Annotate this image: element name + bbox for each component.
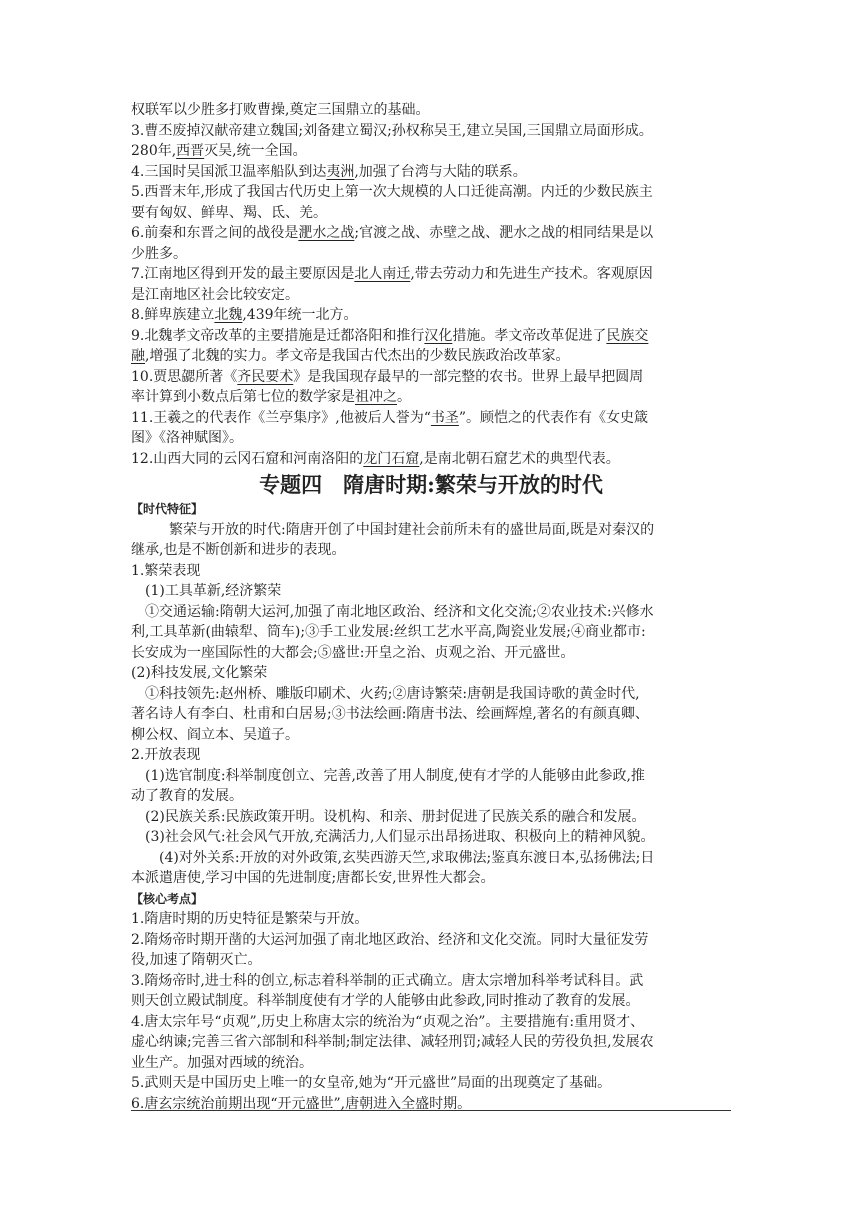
paragraph-line: (2)民族关系:民族政策开明。设机构、和亲、册封促进了民族关系的融合和发展。 bbox=[145, 808, 646, 825]
paragraph-line: 繁荣与开放的时代:隋唐开创了中国封建社会前所未有的盛世局面,既是对秦汉的 bbox=[169, 521, 655, 538]
paragraph-line: (1)选官制度:科举制度创立、完善,改善了用人制度,使有才学的人能够由此参政,推 bbox=[145, 767, 645, 784]
section-tag: 【时代特征】 bbox=[131, 502, 204, 516]
text-line: 5.西晋末年,形成了我国古代历史上第一次大规模的人口迁徙高潮。内迁的少数民族主 bbox=[131, 184, 653, 200]
underlined-answer: 夷洲 bbox=[326, 163, 355, 180]
key-point-line: 2.隋炀帝时期开凿的大运河加强了南北地区政治、经济和文化交流。同时大量征发劳 bbox=[131, 931, 649, 948]
text-line: 11.王羲之的代表作《兰亭集序》,他被后人誉为“书圣”。顾恺之的代表作有《女史箴 bbox=[131, 409, 649, 426]
text-line: 6.前秦和东晋之间的战役是淝水之战;官渡之战、赤壁之战、淝水之战的相同结果是以 bbox=[131, 225, 654, 241]
key-point-line: 3.隋炀帝时,进士科的创立,标志着科举制的正式确立。唐太宗增加科举考试科目。武 bbox=[131, 972, 644, 989]
underlined-answer: 民族交 bbox=[606, 327, 649, 344]
subheading: (1)工具革新,经济繁荣 bbox=[145, 583, 282, 599]
underlined-answer: 汉化 bbox=[424, 327, 453, 344]
key-point-line: 业生产。加强对西域的统治。 bbox=[131, 1054, 313, 1071]
paragraph-line: 长安成为一座国际性的大都会;⑤盛世:开皇之治、贞观之治、开元盛世。 bbox=[131, 644, 575, 661]
paragraph-line: 动了教育的发展。 bbox=[131, 788, 243, 804]
underlined-answer: 祖冲之 bbox=[355, 389, 397, 405]
key-point-line: 6.唐玄宗统治前期出现“开元盛世”,唐朝进入全盛时期。 bbox=[131, 1095, 472, 1112]
subheading: (2)科技发展,文化繁荣 bbox=[131, 665, 268, 681]
section-title: 专题四 隋唐时期:繁荣与开放的时代 bbox=[259, 472, 603, 497]
key-point-line: 虚心纳谏;完善三省六部制和科举制;制定法律、减轻刑罚;减轻人民的劳役负担,发展农 bbox=[131, 1034, 654, 1050]
paragraph-line: 本派遣唐使,学习中国的先进制度;唐都长安,世界性大都会。 bbox=[131, 870, 495, 886]
document-page bbox=[131, 100, 731, 1114]
paragraph-line: 著名诗人有李白、杜甫和白居易;③书法绘画:隋唐书法、绘画辉煌,著名的有颜真卿、 bbox=[131, 706, 649, 722]
underlined-answer: 龙门石窟 bbox=[363, 450, 420, 467]
paragraph-line: 继承,也是不断创新和进步的表现。 bbox=[131, 542, 346, 558]
underlined-answer: 齐民要术 bbox=[237, 368, 294, 385]
key-point-line: 1.隋唐时期的历史特征是繁荣与开放。 bbox=[131, 911, 369, 927]
paragraph-line: ①交通运输:隋朝大运河,加强了南北地区政治、经济和文化交流;②农业技术:兴修水 bbox=[145, 603, 654, 620]
text-line: 图》《洛神赋图》。 bbox=[131, 430, 243, 446]
paragraph-line: (4)对外关系:开放的对外政策,玄奘西游天竺,求取佛法;鉴真东渡日本,弘扬佛法;日 bbox=[159, 849, 655, 866]
key-point-line: 5.武则天是中国历史上唯一的女皇帝,她为“开元盛世”局面的出现奠定了基础。 bbox=[131, 1075, 612, 1091]
text-line: 280年,西晋灭吴,统一全国。 bbox=[131, 143, 307, 159]
paragraph-line: 柳公权、阎立本、吴道子。 bbox=[131, 726, 299, 743]
text-line: 9.北魏孝文帝改革的主要措施是迁都洛阳和推行汉化措施。孝文帝改革促进了民族交 bbox=[131, 327, 649, 344]
key-point-line: 役,加速了隋朝灭亡。 bbox=[131, 952, 262, 968]
underlined-answer: 融 bbox=[131, 348, 145, 364]
section-tag: 【核心考点】 bbox=[131, 891, 204, 906]
text-line: 12.山西大同的云冈石窟和河南洛阳的龙门石窟,是南北朝石窟艺术的典型代表。 bbox=[131, 450, 620, 467]
text-line: 3.曹丕废掉汉献帝建立魏国;刘备建立蜀汉;孙权称吴王,建立吴国,三国鼎立局面形成。 bbox=[131, 122, 653, 139]
paragraph-line: 利,工具革新(曲辕犁、筒车);③手工业发展:丝织工艺水平高,陶瓷业发展;④商业都市: bbox=[131, 624, 646, 640]
subheading: 2.开放表现 bbox=[131, 747, 201, 763]
text-line: 4.三国时吴国派卫温率船队到达夷洲,加强了台湾与大陆的联系。 bbox=[131, 163, 527, 180]
key-point-line: 4.唐太宗年号“贞观”,历史上称唐太宗的统治为“贞观之治”。主要措施有:重用贤才、 bbox=[131, 1013, 645, 1030]
subheading: 1.繁荣表现 bbox=[131, 562, 201, 579]
text-line: 权联军以少胜多打败曹操,奠定三国鼎立的基础。 bbox=[131, 102, 430, 118]
underlined-answer: 书圣 bbox=[430, 409, 459, 426]
key-point-line: 则天创立殿试制度。科举制度使有才学的人能够由此参政,同时推动了教育的发展。 bbox=[131, 993, 640, 1009]
underlined-answer: 北魏 bbox=[214, 307, 243, 323]
paragraph-line: (3)社会风气:社会风气开放,充满活力,人们显示出昂扬进取、积极向上的精神风貌。 bbox=[145, 829, 655, 845]
underlined-answer: 淝水之战 bbox=[298, 225, 355, 241]
text-line: 是江南地区社会比较安定。 bbox=[131, 286, 299, 303]
text-line: 率计算到小数点后第七位的数学家是祖冲之。 bbox=[131, 389, 411, 405]
text-line: 融,增强了北魏的实力。孝文帝是我国古代杰出的少数民族政治改革家。 bbox=[131, 348, 570, 364]
underlined-answer: 西晋 bbox=[176, 143, 205, 159]
text-line: 8.鲜卑族建立北魏,439年统一北方。 bbox=[131, 307, 358, 323]
text-line: 少胜多。 bbox=[131, 245, 187, 262]
text-line: 10.贾思勰所著《齐民要术》是我国现存最早的一部完整的农书。世界上最早把圆周 bbox=[131, 368, 644, 385]
underlined-answer: 北人南迁 bbox=[354, 266, 411, 282]
bottom-rule bbox=[131, 1110, 731, 1111]
text-line: 7.江南地区得到开发的最主要原因是北人南迁,带去劳动力和先进生产技术。客观原因 bbox=[131, 266, 653, 282]
text-line: 要有匈奴、鲜卑、羯、氐、羌。 bbox=[131, 204, 327, 221]
paragraph-line: ①科技领先:赵州桥、雕版印刷术、火药;②唐诗繁荣:唐朝是我国诗歌的黄金时代, bbox=[145, 685, 640, 702]
